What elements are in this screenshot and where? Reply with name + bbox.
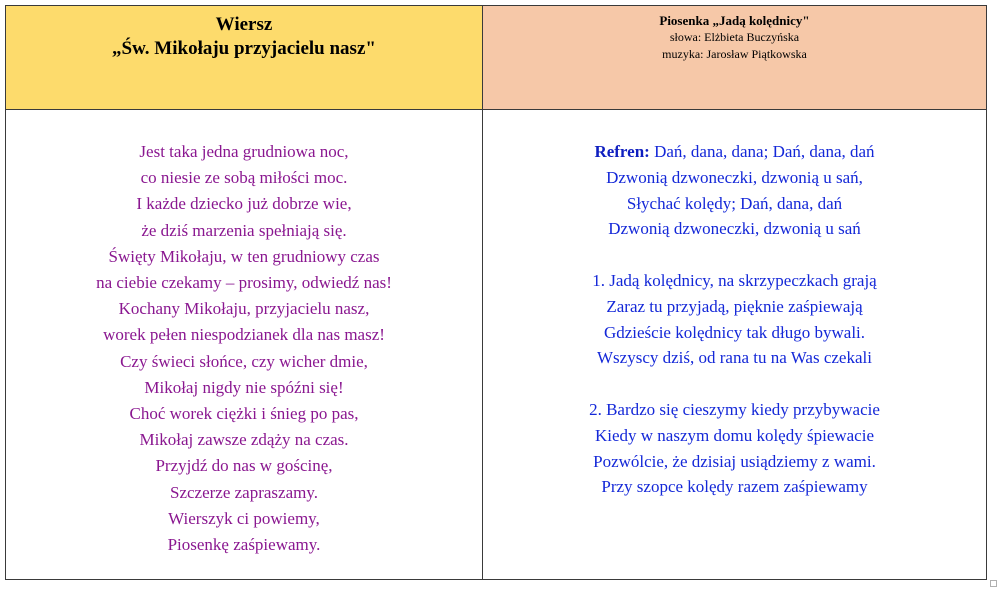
poem-line: Szczerze zapraszamy. <box>169 482 318 502</box>
poem-line: Choć worek ciężki i śnieg po pas, <box>129 404 359 424</box>
refrain-first-text: Dań, dana, dana; Dań, dana, dań <box>654 142 875 161</box>
refrain-line: Dzwonią dzwoneczki, dzwonią u sań, <box>606 167 863 187</box>
verse1-line: 1. Jadą kolędnicy, na skrzypeczkach grają <box>592 270 877 290</box>
refrain-label: Refren: <box>594 142 650 161</box>
verse1-line: Wszyscy dziś, od rana tu na Was czekali <box>597 348 872 368</box>
song-title: Piosenka „Jadą kolędnicy" <box>659 13 810 28</box>
poem-line: Mikołaj zawsze zdąży na czas. <box>139 430 349 450</box>
refrain-first-line <box>483 139 986 165</box>
poem-line: Jest taka jedna grudniowa noc, <box>139 142 349 161</box>
poem-line: worek pełen niespodzianek dla nas masz! <box>103 325 385 345</box>
poem-line: Przyjdź do nas w gościnę, <box>155 456 333 476</box>
poem-heading-label: Wiersz <box>215 14 273 35</box>
verse2-line: Przy szopce kolędy razem zaśpiewamy <box>601 477 868 497</box>
refrain-line: Słychać kolędy; Dań, dana, dań <box>626 193 843 213</box>
poem-line: Piosenkę zaśpiewamy. <box>167 535 321 555</box>
stanza-gap <box>483 242 986 268</box>
verse1-line: Zaraz tu przyjadą, pięknie zaśpiewają <box>606 296 863 316</box>
verse1-line: Gdzieście kolędnicy tak długo bywali. <box>603 322 866 342</box>
song-header <box>483 6 986 109</box>
stanza-gap <box>483 371 986 397</box>
song-body <box>483 139 986 500</box>
poem-column <box>6 6 482 579</box>
poem-line: Święty Mikołaju, w ten grudniowy czas <box>108 246 380 266</box>
refrain-line: Dzwonią dzwoneczki, dzwonią u sań <box>608 219 861 239</box>
verse2-line: Kiedy w naszym domu kolędy śpiewacie <box>594 425 874 445</box>
poem-line: na ciebie czekamy – prosimy, odwiedź nas! <box>96 273 392 293</box>
poem-line: Kochany Mikołaju, przyjacielu nasz, <box>118 299 370 319</box>
poem-line: I każde dziecko już dobrze wie, <box>136 194 352 214</box>
song-lyrics-credit: słowa: Elżbieta Buczyńska <box>669 30 800 44</box>
poem-title: „Św. Mikołaju przyjacielu nasz" <box>112 38 376 59</box>
table-resize-handle[interactable] <box>990 580 997 587</box>
poem-header <box>6 6 482 109</box>
poem-line: Czy świeci słońce, czy wicher dmie, <box>120 351 368 371</box>
verse2-line: Pozwólcie, że dzisiaj usiądziemy z wami. <box>593 451 876 471</box>
poem-line: co niesie ze sobą miłości moc. <box>140 168 348 188</box>
poem-line: że dziś marzenia spełniają się. <box>141 220 347 240</box>
poem-line: Wierszyk ci powiemy, <box>168 508 320 528</box>
poem-line: Mikołaj nigdy nie spóźni się! <box>144 377 344 397</box>
document-table <box>5 5 987 580</box>
song-music-credit: muzyka: Jarosław Piątkowska <box>662 47 807 61</box>
song-column <box>483 6 986 579</box>
verse2-line: 2. Bardzo się cieszymy kiedy przybywacie <box>589 399 880 419</box>
poem-body <box>6 139 482 558</box>
